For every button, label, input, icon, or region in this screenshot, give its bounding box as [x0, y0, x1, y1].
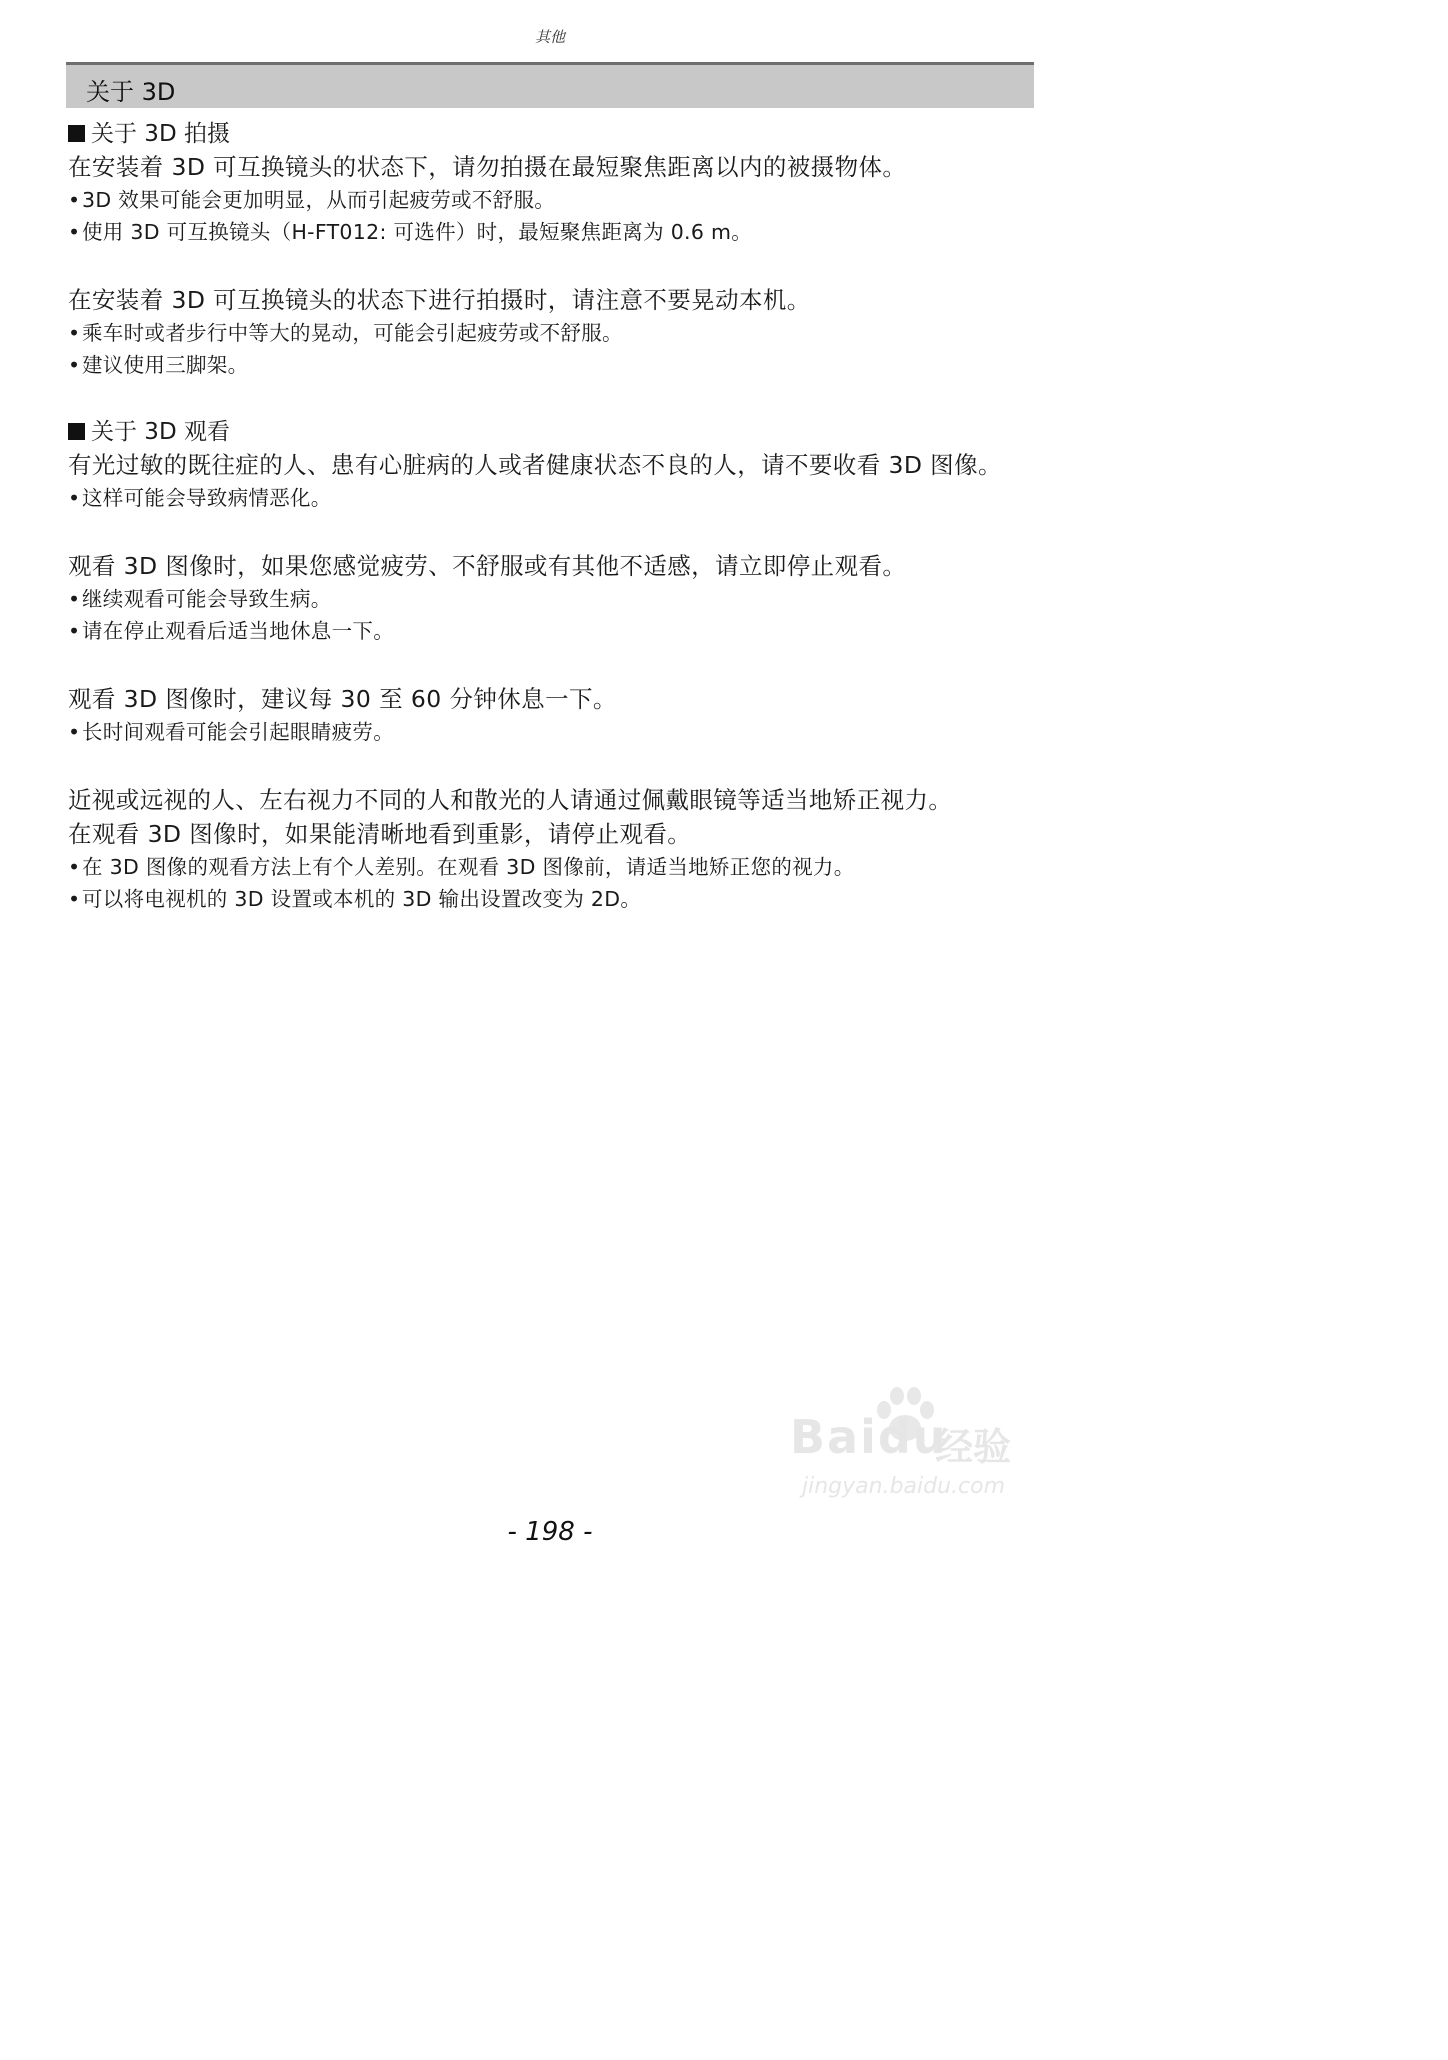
subheading-viewing: 关于 3D 观看	[68, 416, 1028, 448]
viewing-warning-2: 观看 3D 图像时，如果您感觉疲劳、不舒服或有其他不适感，请立即停止观看。	[68, 552, 907, 580]
bullet-item: • 可以将电视机的 3D 设置或本机的 3D 输出设置改变为 2D。	[68, 883, 1028, 915]
bullet-item: • 使用 3D 可互换镜头（H-FT012: 可选件）时，最短聚焦距离为 0.6 m。	[68, 216, 1028, 248]
shooting-warning-1: 在安装着 3D 可互换镜头的状态下，请勿拍摄在最短聚焦距离以内的被摄物体。	[68, 153, 907, 181]
bullet-item: • 这样可能会导致病情恶化。	[68, 482, 1028, 514]
bullet-item: • 继续观看可能会导致生病。	[68, 583, 1028, 615]
watermark-url: jingyan.baidu.com	[802, 1474, 1006, 1499]
baidu-watermark	[790, 1390, 1040, 1510]
bullet-item: • 3D 效果可能会更加明显，从而引起疲劳或不舒服。	[68, 184, 1028, 216]
viewing-warning-1: 有光过敏的既往症的人、患有心脏病的人或者健康状态不良的人，请不要收看 3D 图像。	[68, 451, 1002, 479]
watermark-logo-text: Baidu	[790, 1410, 948, 1464]
watermark-cn-text: 经验	[935, 1425, 1012, 1469]
viewing-warning-3: 观看 3D 图像时，建议每 30 至 60 分钟休息一下。	[68, 685, 617, 713]
square-bullet-icon	[68, 423, 85, 440]
bullet-item: • 在 3D 图像的观看方法上有个人差别。在观看 3D 图像前，请适当地矫正您的视力。	[68, 851, 1028, 883]
viewing-warning-4: 近视或远视的人、左右视力不同的人和散光的人请通过佩戴眼镜等适当地矫正视力。	[68, 786, 953, 814]
bullet-item: • 乘车时或者步行中等大的晃动，可能会引起疲劳或不舒服。	[68, 317, 1028, 349]
bullet-item: • 请在停止观看后适当地休息一下。	[68, 615, 1028, 647]
subheading-shooting: 关于 3D 拍摄	[68, 118, 1028, 150]
bullet-item: • 建议使用三脚架。	[68, 349, 1028, 381]
bullet-item: • 长时间观看可能会引起眼睛疲劳。	[68, 716, 1028, 748]
section-title: 关于 3D	[86, 78, 176, 106]
page-content	[68, 118, 1028, 915]
shooting-warning-2: 在安装着 3D 可互换镜头的状态下进行拍摄时，请注意不要晃动本机。	[68, 286, 811, 314]
square-bullet-icon	[68, 125, 85, 142]
section-title-bar	[66, 62, 1034, 108]
viewing-warning-5: 在观看 3D 图像时，如果能清晰地看到重影，请停止观看。	[68, 820, 692, 848]
page-number: - 198 -	[507, 1517, 593, 1547]
chapter-header: 其他	[534, 28, 565, 46]
